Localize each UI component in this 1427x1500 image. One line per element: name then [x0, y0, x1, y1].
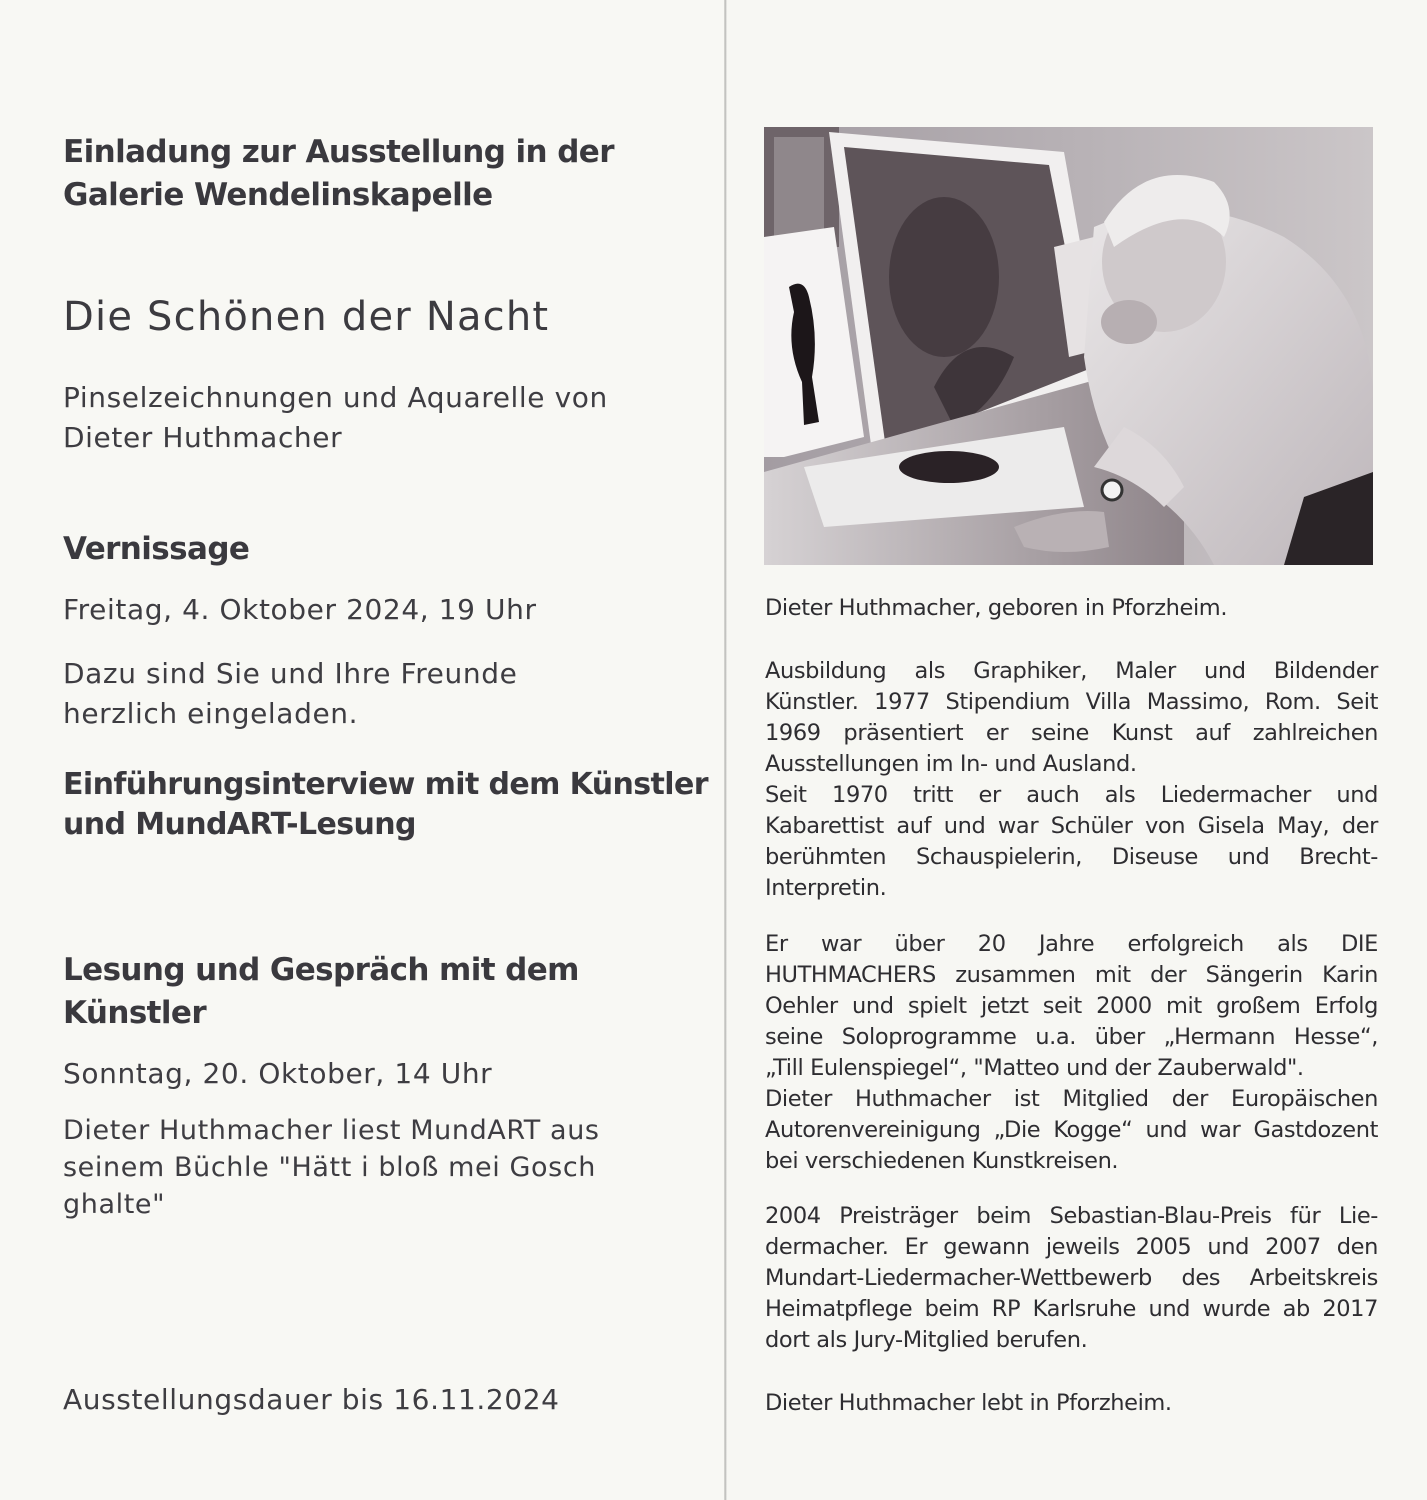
- artist-photo: [764, 127, 1373, 565]
- bio-line: Kabarettist auf und war Schüler von Gisela May, der: [765, 813, 1378, 839]
- vernissage-program-line: und MundART-Lesung: [63, 807, 416, 842]
- reading-heading-line: Künstler: [63, 995, 207, 1031]
- bio-line: 2004 Preisträger beim Sebastian-Blau-Preis für Lie-: [765, 1203, 1378, 1229]
- bio-paragraph-awards: [765, 1201, 1378, 1356]
- bio-line: Mundart-Liedermacher-Wettbewerb des Arbeitskreis: [765, 1265, 1378, 1291]
- bio-line: Heimatpflege beim RP Karlsruhe und wurde ab 2017: [765, 1296, 1378, 1322]
- bio-line: Ausbildung als Graphiker, Maler und Bildender: [765, 658, 1378, 684]
- bio-line: 1969 präsentiert er seine Kunst auf zahlreichen: [765, 720, 1378, 746]
- invitation-heading-line: Einladung zur Ausstellung in der: [63, 134, 614, 170]
- reading-description-line: seinem Büchle "Hätt i bloß mei Gosch: [63, 1152, 596, 1183]
- vernissage-program: [63, 765, 708, 845]
- invitation-heading-line: Galerie Wendelinskapelle: [63, 177, 493, 213]
- bio-line: Seit 1970 tritt er auch als Liedermacher und: [765, 782, 1378, 808]
- reading-heading-line: Lesung und Gespräch mit dem: [63, 952, 579, 988]
- bio-line: Oehler und spielt jetzt seit 2000 mit großem Erfolg: [765, 993, 1378, 1019]
- exhibition-subtitle-line: Pinselzeichnungen und Aquarelle von: [63, 381, 608, 414]
- vernissage-invitation-line: Dazu sind Sie und Ihre Freunde: [63, 657, 518, 690]
- reading-description-line: ghalte": [63, 1189, 166, 1220]
- bio-line: seine Soloprogramme u.a. über „Hermann Hesse“,: [765, 1024, 1378, 1050]
- reading-description-line: Dieter Huthmacher liest MundART aus: [63, 1115, 600, 1146]
- exhibition-title: Die Schönen der Nacht: [63, 294, 550, 340]
- bio-line: Autorenvereinigung „Die Kogge“ und war Gastdozent: [765, 1117, 1378, 1143]
- reading-date: Sonntag, 20. Oktober, 14 Uhr: [63, 1057, 493, 1090]
- bio-paragraph-career: [765, 929, 1378, 1177]
- bio-line: dermacher. Er gewann jeweils 2005 und 2007 den: [765, 1234, 1378, 1260]
- invitation-heading: [63, 131, 614, 217]
- vernissage-program-line: Einführungsinterview mit dem Künstler: [63, 767, 708, 802]
- bio-line: dort als Jury-Mitglied berufen.: [765, 1327, 1088, 1353]
- reading-description: [63, 1112, 600, 1223]
- vernissage-heading: Vernissage: [63, 531, 250, 567]
- bio-paragraph-education: [765, 656, 1378, 904]
- exhibition-duration: Ausstellungsdauer bis 16.11.2024: [63, 1383, 560, 1416]
- bio-line: Er war über 20 Jahre erfolgreich als DIE: [765, 931, 1378, 957]
- bio-line: „Till Eulenspiegel“, "Matteo und der Zauberwald".: [765, 1055, 1304, 1081]
- reading-heading: [63, 949, 579, 1035]
- exhibition-subtitle: [63, 378, 608, 458]
- bio-closing: Dieter Huthmacher lebt in Pforzheim.: [765, 1390, 1172, 1416]
- bio-line: Ausstellungen im In- und Ausland.: [765, 751, 1137, 777]
- bio-line: bei verschiedenen Kunstkreisen.: [765, 1148, 1119, 1174]
- vernissage-invitation: [63, 654, 517, 734]
- bio-line: HUTHMACHERS zusammen mit der Sängerin Karin: [765, 962, 1378, 988]
- vernissage-invitation-line: herzlich eingeladen.: [63, 697, 359, 730]
- bio-line: Künstler. 1977 Stipendium Villa Massimo, Rom. Seit: [765, 689, 1378, 715]
- bio-line: berühmten Schauspielerin, Diseuse und Brecht-: [765, 844, 1378, 870]
- artist-photo-image: [764, 127, 1373, 565]
- exhibition-subtitle-line: Dieter Huthmacher: [63, 421, 343, 454]
- photo-caption: Dieter Huthmacher, geboren in Pforzheim.: [765, 595, 1228, 621]
- vernissage-date: Freitag, 4. Oktober 2024, 19 Uhr: [63, 593, 537, 626]
- bio-line: Dieter Huthmacher ist Mitglied der Europäischen: [765, 1086, 1378, 1112]
- bio-line: Interpretin.: [765, 875, 887, 901]
